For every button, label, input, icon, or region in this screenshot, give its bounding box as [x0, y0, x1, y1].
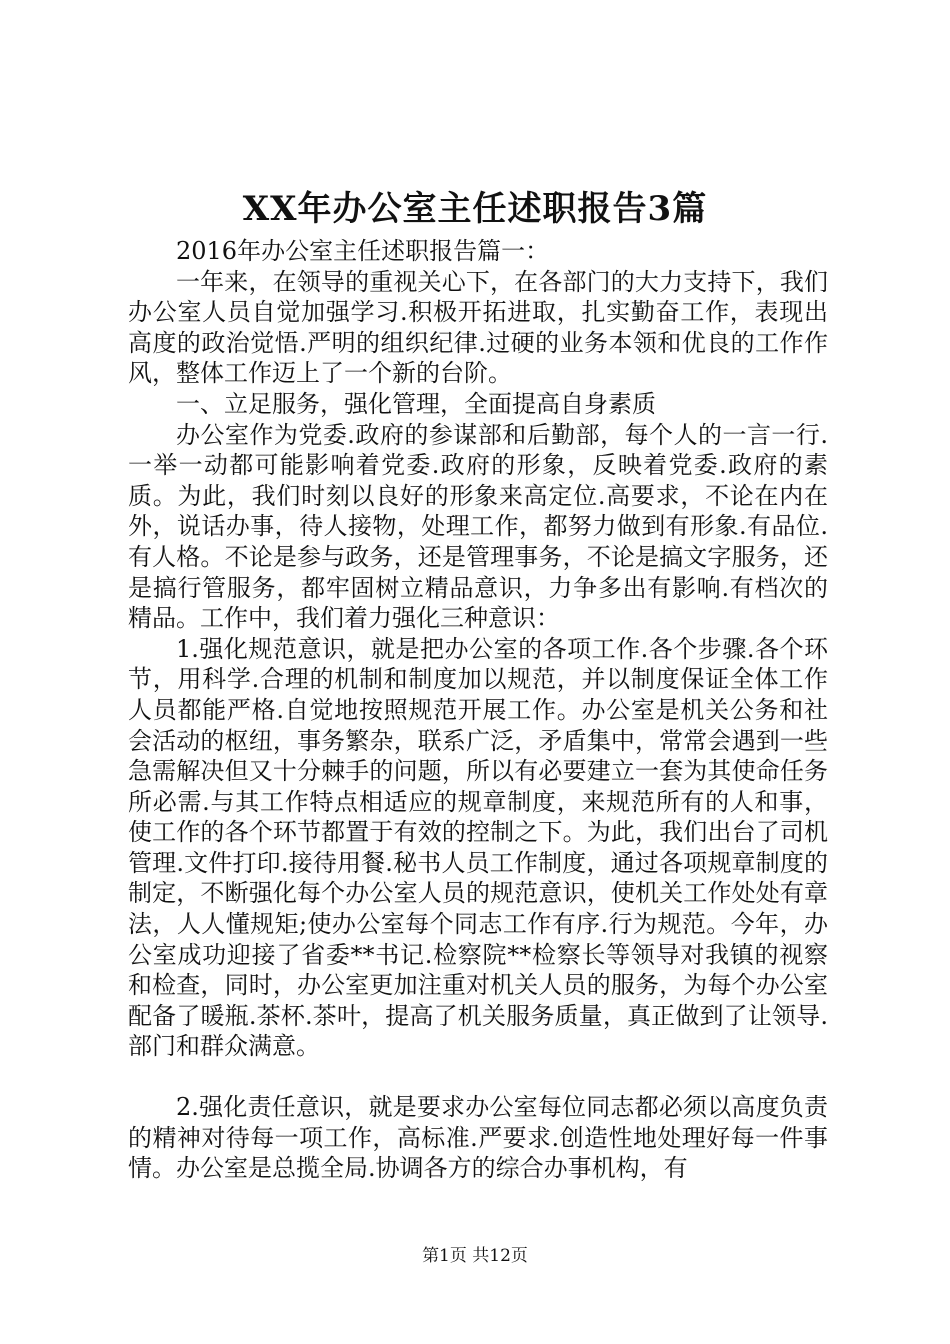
document-title: XX年办公室主任述职报告3篇: [242, 189, 708, 229]
paragraph-section-heading: 2016年办公室主任述职报告篇一：: [176, 237, 550, 265]
paragraph-subheading: 一、立足服务，强化管理，全面提高自身素质: [176, 389, 656, 418]
paragraph-intro: 一年来，在领导的重视关心下，在各部门的大力支持下，我们办公室人员自觉加强学习.积极开拓进取，扎实勤奋工作，表现出高度的政治觉悟.严明的组织纪律.过硬的业务本领和优良的工作作风，整体工作迈上了一个新的台阶。: [128, 267, 828, 388]
paragraph-item-2: 2.强化责任意识，就是要求办公室每位同志都必须以高度负责的精神对待每一项工作，高标准.严要求.创造性地处理好每一件事情。办公室是总揽全局.协调各方的综合办事机构，有: [128, 1093, 828, 1183]
paragraph-office-role: 办公室作为党委.政府的参谋部和后勤部，每个人的一言一行.一举一动都可能影响着党委.政府的形象，反映着党委.政府的素质。为此，我们时刻以良好的形象来高定位.高要求，不论在内在外，说话办事，待人接物，处理工作，都努力做到有形象.有品位.有人格。不论是参与政务，还是管理事务，不论是搞文字服务，还是搞行管服务，都牢固树立精品意识，力争多出有影响.有档次的精品。工作中，我们着力强化三种意识：: [128, 420, 828, 633]
page-footer: 第1页 共12页: [422, 1246, 528, 1266]
paragraph-item-1: 1.强化规范意识，就是把办公室的各项工作.各个步骤.各个环节，用科学.合理的机制和制度加以规范，并以制度保证全体工作人员都能严格.自觉地按照规范开展工作。办公室是机关公务和社会活动的枢纽，事务繁杂，联系广泛，矛盾集中，常常会遇到一些急需解决但又十分棘手的问题，所以有必要建立一套为其使命任务所必需.与其工作特点相适应的规章制度，来规范所有的人和事，使工作的各个环节都置于有效的控制之下。为此，我们出台了司机管理.文件打印.接待用餐.秘书人员工作制度，通过各项规章制度的制定，不断强化每个办公室人员的规范意识，使机关工作处处有章法，人人懂规矩;使办公室每个同志工作有序.行为规范。今年，办公室成功迎接了省委**书记.检察院**检察长等领导对我镇的视察和检查，同时，办公室更加注重对机关人员的服务，为每个办公室配备了暖瓶.茶杯.茶叶，提高了机关服务质量，真正做到了让领导.部门和群众满意。: [128, 634, 828, 1061]
document-body: [128, 236, 828, 1184]
